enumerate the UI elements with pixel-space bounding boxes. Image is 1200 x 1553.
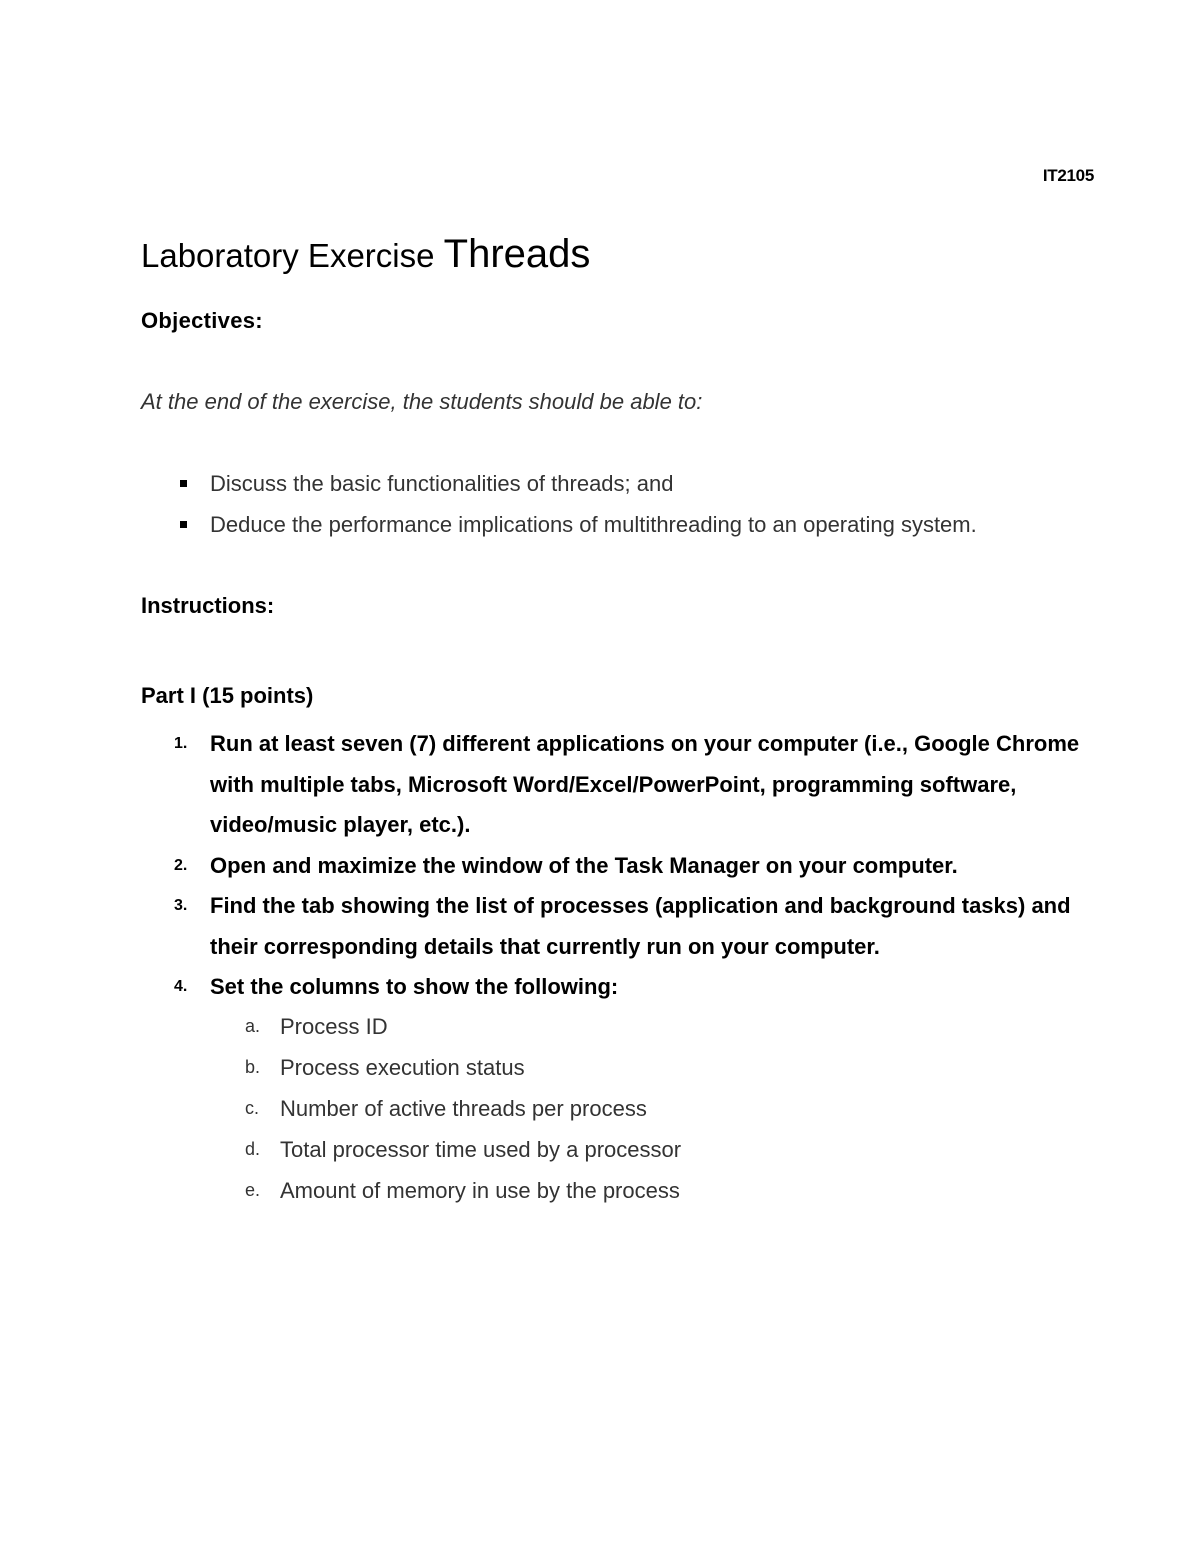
step-text: Open and maximize the window of the Task Manager on your computer. bbox=[210, 852, 958, 878]
step-text: Run at least seven (7) different applications on your computer (i.e., Google Chrome with multiple tabs, Microsoft Word/Excel/PowerPoint, programming software, video/music player, etc.). bbox=[210, 731, 1080, 837]
item-letter: c. bbox=[245, 1098, 260, 1118]
course-code: IT2105 bbox=[1042, 166, 1094, 185]
column-text: Process execution status bbox=[280, 1055, 525, 1080]
list-item bbox=[170, 724, 1100, 846]
step-number: 1. bbox=[174, 735, 188, 752]
item-letter: a. bbox=[245, 1016, 261, 1036]
list-item bbox=[170, 886, 1100, 967]
list-item bbox=[243, 1006, 681, 1047]
step-text: Find the tab showing the list of processes (application and background tasks) and their corresponding details that currently run on your computer. bbox=[210, 893, 1071, 959]
step-number: 3. bbox=[174, 897, 188, 914]
column-text: Process ID bbox=[280, 1014, 388, 1039]
list-item bbox=[180, 470, 977, 511]
steps-list bbox=[170, 724, 1100, 1008]
column-text: Total processor time used by a processor bbox=[280, 1137, 682, 1162]
objectives-intro: At the end of the exercise, the students should be able to: bbox=[141, 389, 703, 414]
part-heading: Part I (15 points) bbox=[141, 683, 314, 708]
list-item bbox=[243, 1088, 681, 1129]
item-letter: d. bbox=[245, 1139, 261, 1159]
page-title bbox=[141, 232, 590, 277]
list-item bbox=[180, 511, 977, 552]
square-bullet-icon bbox=[180, 521, 187, 528]
square-bullet-icon bbox=[180, 480, 187, 487]
column-text: Number of active threads per process bbox=[280, 1096, 647, 1121]
objectives-heading: Objectives: bbox=[141, 308, 263, 333]
objective-text: Deduce the performance implications of multithreading to an operating system. bbox=[210, 512, 977, 537]
list-item bbox=[243, 1047, 681, 1088]
column-text: Amount of memory in use by the process bbox=[280, 1178, 680, 1203]
step-number: 2. bbox=[174, 856, 188, 874]
objectives-list bbox=[180, 470, 977, 552]
objective-text: Discuss the basic functionalities of threads; and bbox=[210, 471, 674, 496]
item-letter: e. bbox=[245, 1180, 261, 1200]
step-text: Set the columns to show the following: bbox=[210, 974, 619, 999]
step-number: 4. bbox=[174, 978, 188, 995]
list-item bbox=[170, 967, 1100, 1008]
instructions-heading: Instructions: bbox=[141, 593, 275, 618]
list-item bbox=[243, 1129, 681, 1170]
columns-list bbox=[243, 1006, 681, 1211]
list-item bbox=[170, 846, 1100, 887]
list-item bbox=[243, 1170, 681, 1211]
item-letter: b. bbox=[245, 1057, 261, 1077]
title-prefix: Laboratory Exercise bbox=[141, 237, 444, 274]
title-topic: Threads bbox=[443, 232, 591, 276]
